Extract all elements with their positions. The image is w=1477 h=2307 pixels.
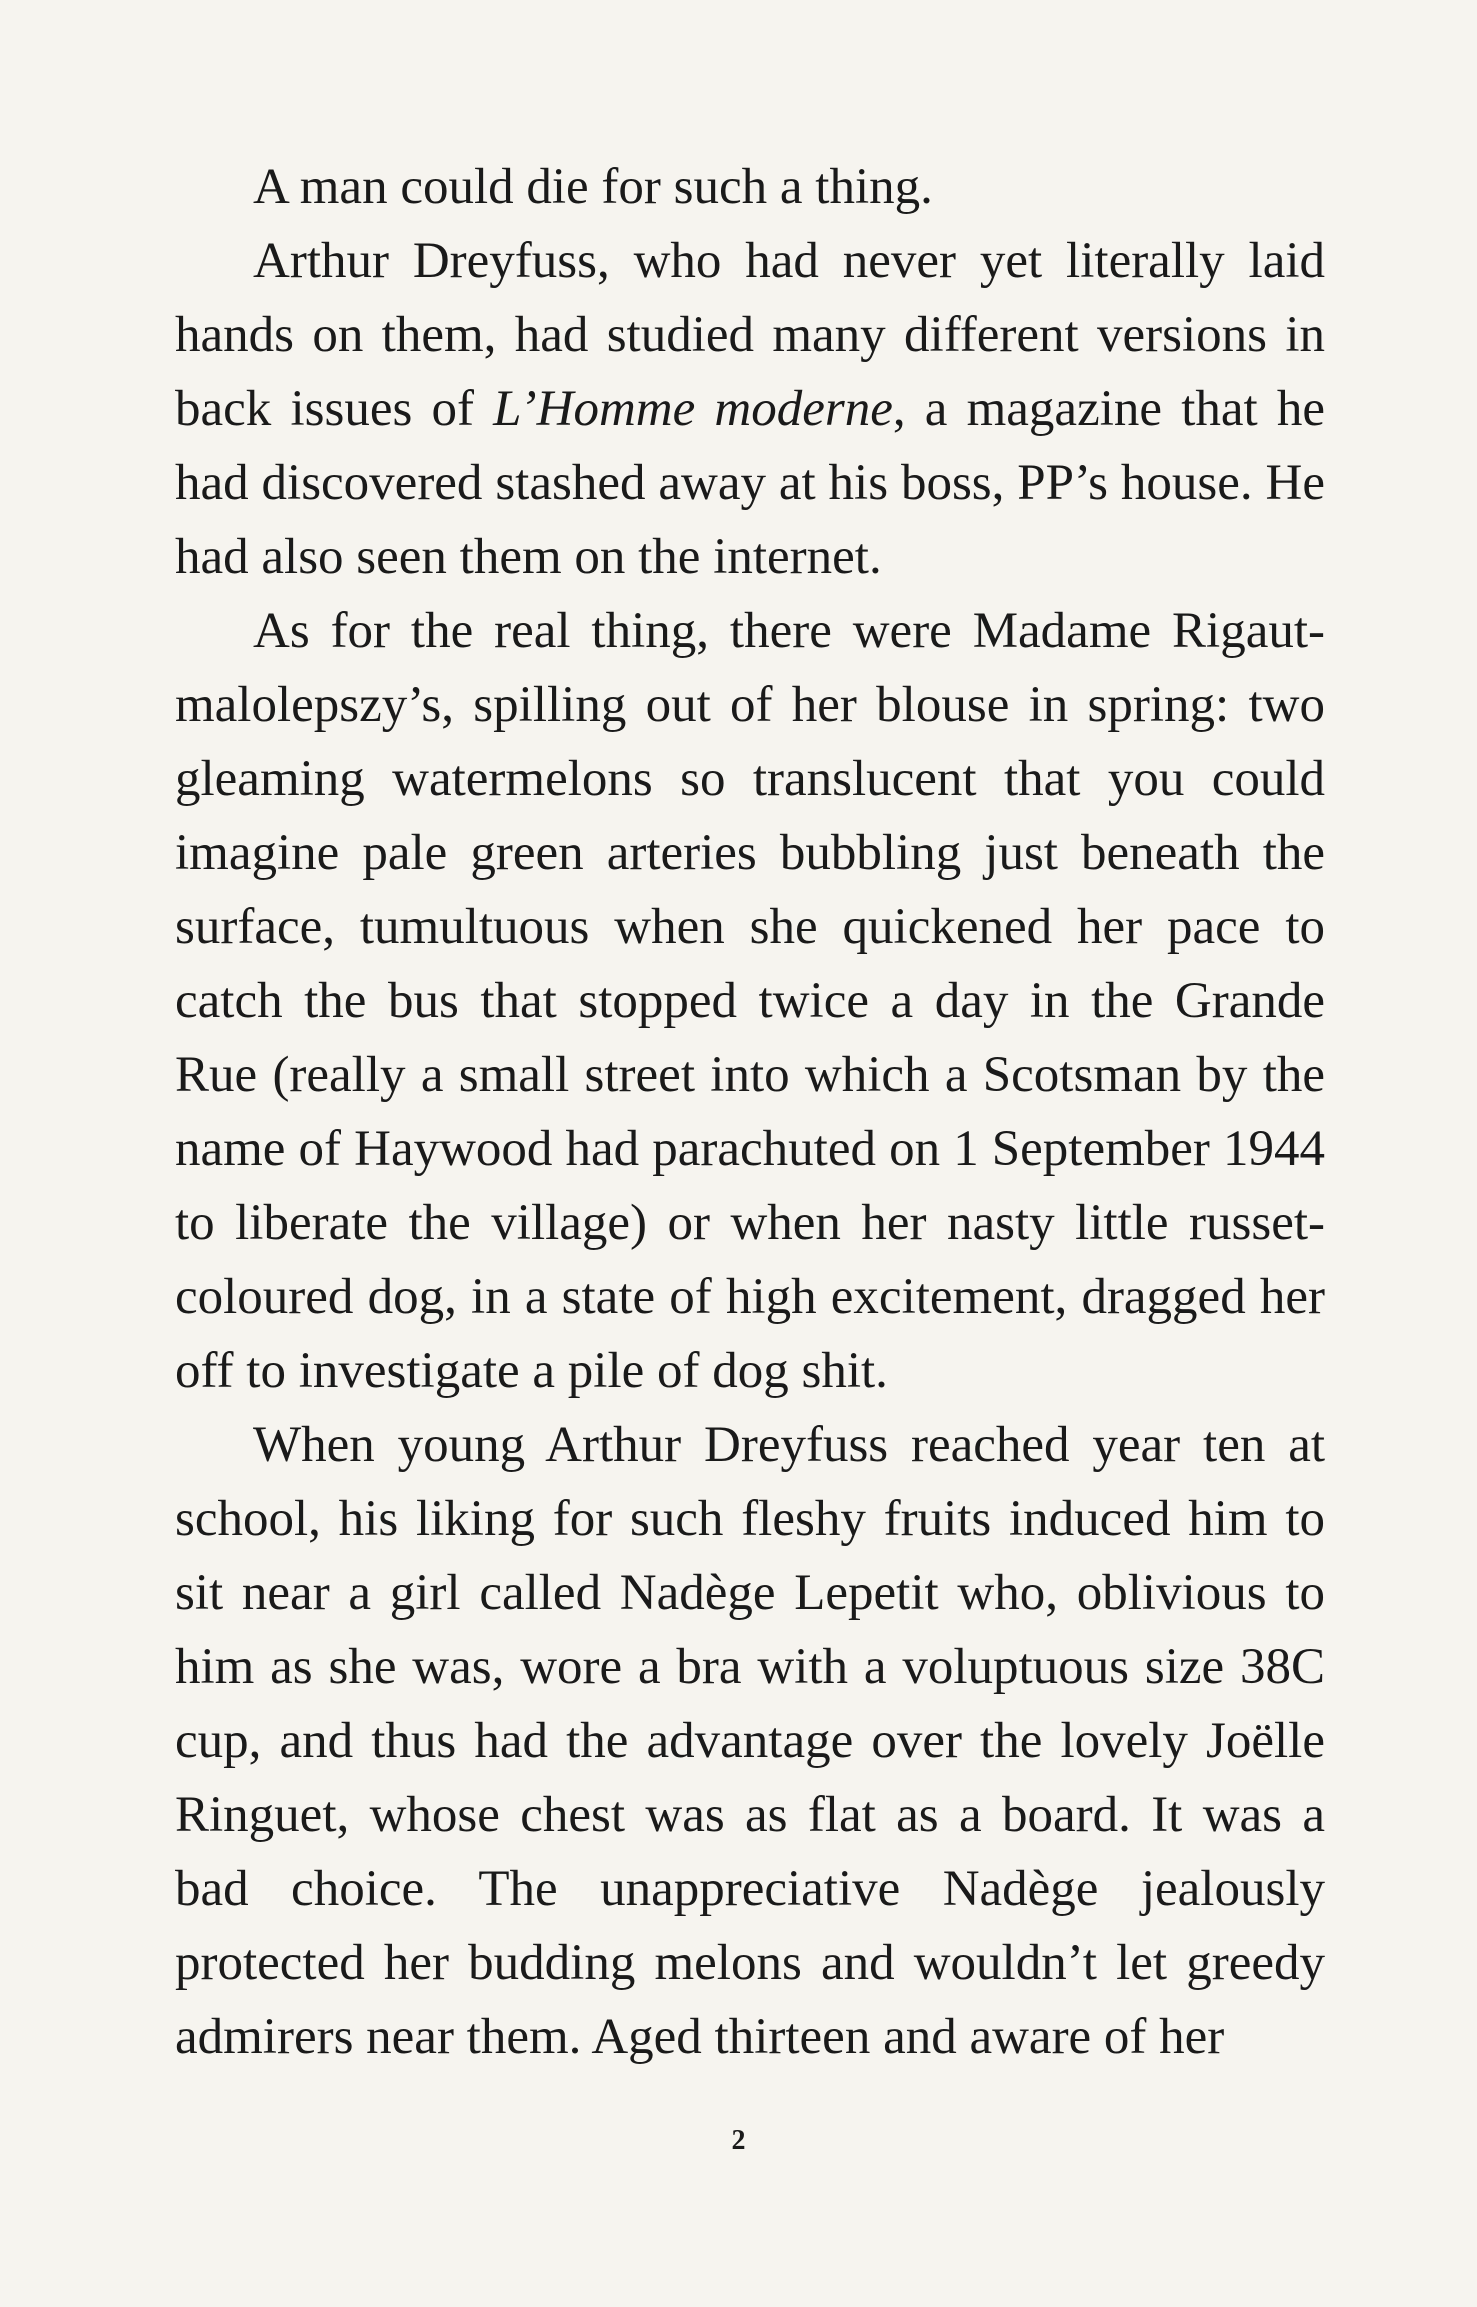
paragraph-1: [175, 150, 1325, 224]
paragraph-2: [175, 224, 1325, 594]
magazine-title: L’Homme moderne: [493, 381, 893, 437]
paragraph-2-text-start: Arthur Dreyfuss, who had never yet literally laid hands on them, had studied many different versions in back issues of: [175, 233, 1325, 437]
page-number: 2: [731, 2125, 746, 2156]
paragraph-1-text: A man could die for such a thing.: [253, 159, 933, 215]
paragraph-2-text-end: , a magazine that he had discovered stashed away at his boss, PP’s house. He had also seen them on the internet.: [175, 381, 1325, 585]
body-text: [175, 150, 1325, 2074]
paragraph-4-text: When young Arthur Dreyfuss reached year ten at school, his liking for such fleshy fruits induced him to sit near a girl called Nadège Lepetit who, oblivious to him as she was, wore a bra with a voluptuous size 38C cup, and thus had the advantage over the lovely Joëlle Ringuet, whose chest was as flat as a board. It was a bad choice. The unappreciative Nadège jealously protected her budding melons and wouldn’t let greedy admirers near them. Aged thirteen and aware of her: [175, 1417, 1325, 2065]
paragraph-3-text: As for the real thing, there were Madame Rigautmalolepszy’s, spilling out of her blouse in spring: two gleaming watermelons so translucent that you could imagine pale green arteries bubbling just beneath the surface, tumultuous when she quickened her pace to catch the bus that stopped twice a day in the Grande Rue (really a small street into which a Scotsman by the name of Haywood had parachuted on 1 September 1944 to liberate the village) or when her nasty little russet-coloured dog, in a state of high excitement, dragged her off to investigate a pile of dog shit.: [175, 603, 1325, 1399]
paragraph-3: [175, 594, 1325, 1408]
paragraph-4: [175, 1408, 1325, 2074]
